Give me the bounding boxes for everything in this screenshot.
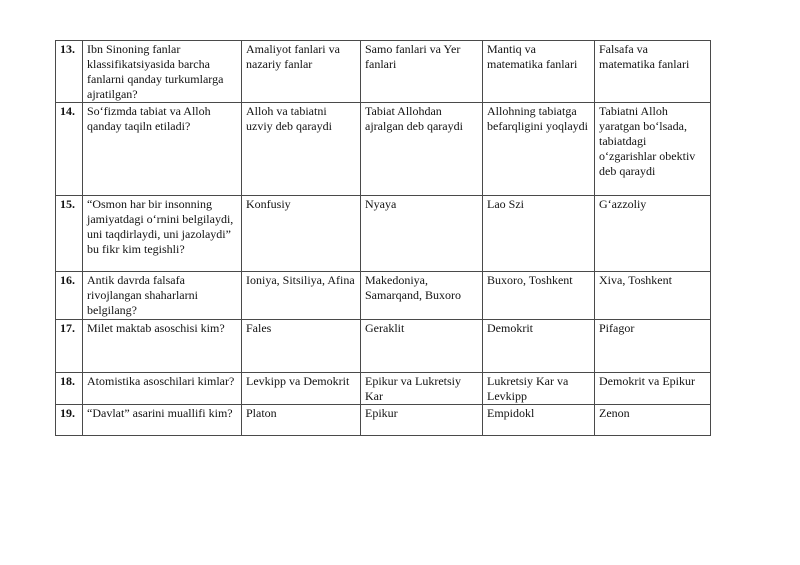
answer-option-a: Amaliyot fanlari va nazariy fanlar — [242, 41, 361, 103]
question-number: 15. — [56, 196, 83, 272]
answer-option-b: Makedoniya, Samarqand, Buxoro — [361, 272, 483, 320]
quiz-table — [55, 40, 711, 436]
question-text: So‘fizmda tabiat va Alloh qanday taqiln etiladi? — [83, 103, 242, 196]
question-text: Milet maktab asoschisi kim? — [83, 320, 242, 373]
question-number: 18. — [56, 373, 83, 405]
question-text: “Davlat” asarini muallifi kim? — [83, 405, 242, 436]
table-row — [56, 272, 711, 320]
answer-option-c: Mantiq va matematika fanlari — [483, 41, 595, 103]
answer-option-b: Samo fanlari va Yer fanlari — [361, 41, 483, 103]
answer-option-c: Allohning tabiatga befarqligini yoqlaydi — [483, 103, 595, 196]
answer-option-c: Demokrit — [483, 320, 595, 373]
answer-option-a: Konfusiy — [242, 196, 361, 272]
answer-option-d: Falsafa va matematika fanlari — [595, 41, 711, 103]
answer-option-d: Xiva, Toshkent — [595, 272, 711, 320]
question-text: Atomistika asoschilari kimlar? — [83, 373, 242, 405]
table-row — [56, 196, 711, 272]
answer-option-d: Demokrit va Epikur — [595, 373, 711, 405]
answer-option-b: Epikur — [361, 405, 483, 436]
answer-option-d: Pifagor — [595, 320, 711, 373]
answer-option-a: Fales — [242, 320, 361, 373]
table-row — [56, 373, 711, 405]
answer-option-b: Geraklit — [361, 320, 483, 373]
question-text: Ibn Sinoning fanlar klassifikatsiyasida barcha fanlarni qanday turkumlarga ajratilgan? — [83, 41, 242, 103]
answer-option-a: Alloh va tabiatni uzviy deb qaraydi — [242, 103, 361, 196]
answer-option-b: Epikur va Lukretsiy Kar — [361, 373, 483, 405]
answer-option-d: Zenon — [595, 405, 711, 436]
answer-option-c: Buxoro, Toshkent — [483, 272, 595, 320]
answer-option-c: Lao Szi — [483, 196, 595, 272]
question-text: “Osmon har bir insonning jamiyatdagi o‘rnini belgilaydi, uni taqdirlaydi, uni jazolaydi” bu fikr kim tegishli? — [83, 196, 242, 272]
question-number: 19. — [56, 405, 83, 436]
answer-option-a: Ioniya, Sitsiliya, Afina — [242, 272, 361, 320]
table-row — [56, 103, 711, 196]
answer-option-d: Tabiatni Alloh yaratgan bo‘lsada, tabiatdagi o‘zgarishlar obektiv deb qaraydi — [595, 103, 711, 196]
answer-option-c: Lukretsiy Kar va Levkipp — [483, 373, 595, 405]
answer-option-b: Tabiat Allohdan ajralgan deb qaraydi — [361, 103, 483, 196]
answer-option-b: Nyaya — [361, 196, 483, 272]
table-row — [56, 320, 711, 373]
answer-option-a: Levkipp va Demokrit — [242, 373, 361, 405]
answer-option-c: Empidokl — [483, 405, 595, 436]
question-number: 14. — [56, 103, 83, 196]
question-number: 13. — [56, 41, 83, 103]
question-number: 17. — [56, 320, 83, 373]
question-number: 16. — [56, 272, 83, 320]
question-text: Antik davrda falsafa rivojlangan shaharlarni belgilang? — [83, 272, 242, 320]
answer-option-a: Platon — [242, 405, 361, 436]
table-row — [56, 41, 711, 103]
answer-option-d: G‘azzoliy — [595, 196, 711, 272]
table-row — [56, 405, 711, 436]
